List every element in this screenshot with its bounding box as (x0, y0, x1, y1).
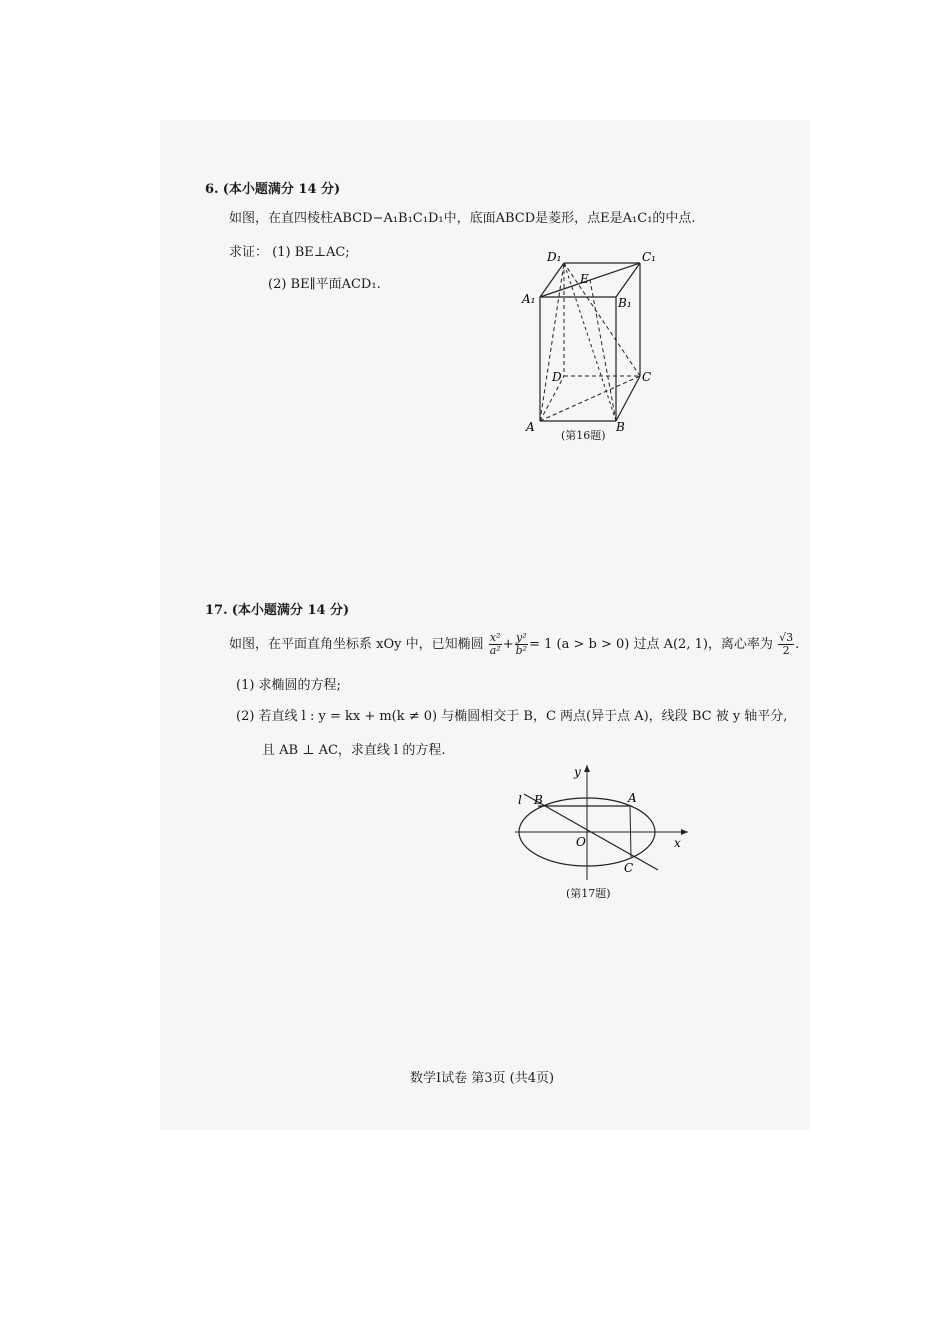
intro-pre: 如图，在平面直角坐标系 xOy 中，已知椭圆 (229, 637, 484, 652)
label-o: O (576, 835, 586, 849)
label-l: l (518, 793, 522, 807)
label-c1: C₁ (642, 250, 656, 264)
problem-17-part1: (1) 求椭圆的方程; (236, 678, 341, 693)
axis-label-y: y (574, 765, 581, 779)
problem-16-heading (205, 182, 340, 198)
prove-label: 求证： (229, 245, 269, 260)
label-a: A (628, 791, 637, 805)
problem-17-number: 17. (205, 603, 228, 618)
label-a1: A₁ (522, 292, 536, 306)
problem-16-part2: (2) BE∥平面ACD₁. (268, 277, 381, 292)
figure-16-caption: (第16题) (561, 429, 606, 442)
problem-16-intro: 如图，在直四棱柱ABCD−A₁B₁C₁D₁中，底面ABCD是菱形，点E是A₁C₁的中点. (229, 211, 696, 226)
problem-17-header: (本小题满分 14 分) (231, 603, 350, 618)
label-d: D (552, 370, 562, 384)
figure-17-caption: (第17题) (566, 887, 611, 900)
ellipse-rhs: = 1 (a > b > 0) (529, 637, 630, 652)
ellipse-y-fraction: $\frac{\text{y²}}{\text{b²}}$ (515, 631, 528, 657)
intro-end: . (795, 637, 800, 652)
label-b: B (616, 420, 625, 434)
label-c: C (642, 370, 652, 384)
prism-figure (520, 245, 660, 445)
page-footer: 数学Ⅰ试卷 第3页 (共4页) (410, 1071, 555, 1086)
problem-17-heading (205, 603, 349, 619)
scanned-page (160, 120, 810, 1130)
label-b1: B₁ (618, 296, 632, 310)
label-c: C (624, 861, 634, 875)
problem-17-part2-cont: 且 AB ⊥ AC，求直线 l 的方程. (262, 743, 446, 758)
intro-mid: 过点 A(2, 1)，离心率为 (633, 637, 773, 652)
problem-16-number: 6. (205, 182, 219, 197)
problem-17-intro: 如图，在平面直角坐标系 xOy 中，已知椭圆 $\frac{\text{x²}}{\text{a²}}$ + $\frac{\text{y²}}{\text{b²}}$ = 1 (a > b > 0) 过点 A(2, 1)，离心率为 $\frac{√3}{2}$ . (229, 631, 800, 657)
eccentricity-fraction: $\frac{√3}{2}$ (779, 631, 794, 657)
ellipse-figure (510, 762, 690, 882)
label-b: B (534, 793, 543, 807)
problem-16-header: (本小题满分 14 分) (222, 182, 341, 197)
problem-17-part2: (2) 若直线 l : y = kx + m(k ≠ 0) 与椭圆相交于 B，C 两点(异于点 A)，线段 BC 被 y 轴平分, (236, 709, 788, 724)
ellipse-x-fraction: $\frac{\text{x²}}{\text{a²}}$ (489, 631, 501, 657)
problem-16-prove (229, 245, 350, 261)
axis-label-x: x (674, 836, 681, 850)
label-a: A (526, 420, 535, 434)
label-e: E (580, 272, 589, 286)
label-d1: D₁ (547, 250, 562, 264)
problem-16-part1: (1) BE⊥AC; (272, 245, 350, 260)
